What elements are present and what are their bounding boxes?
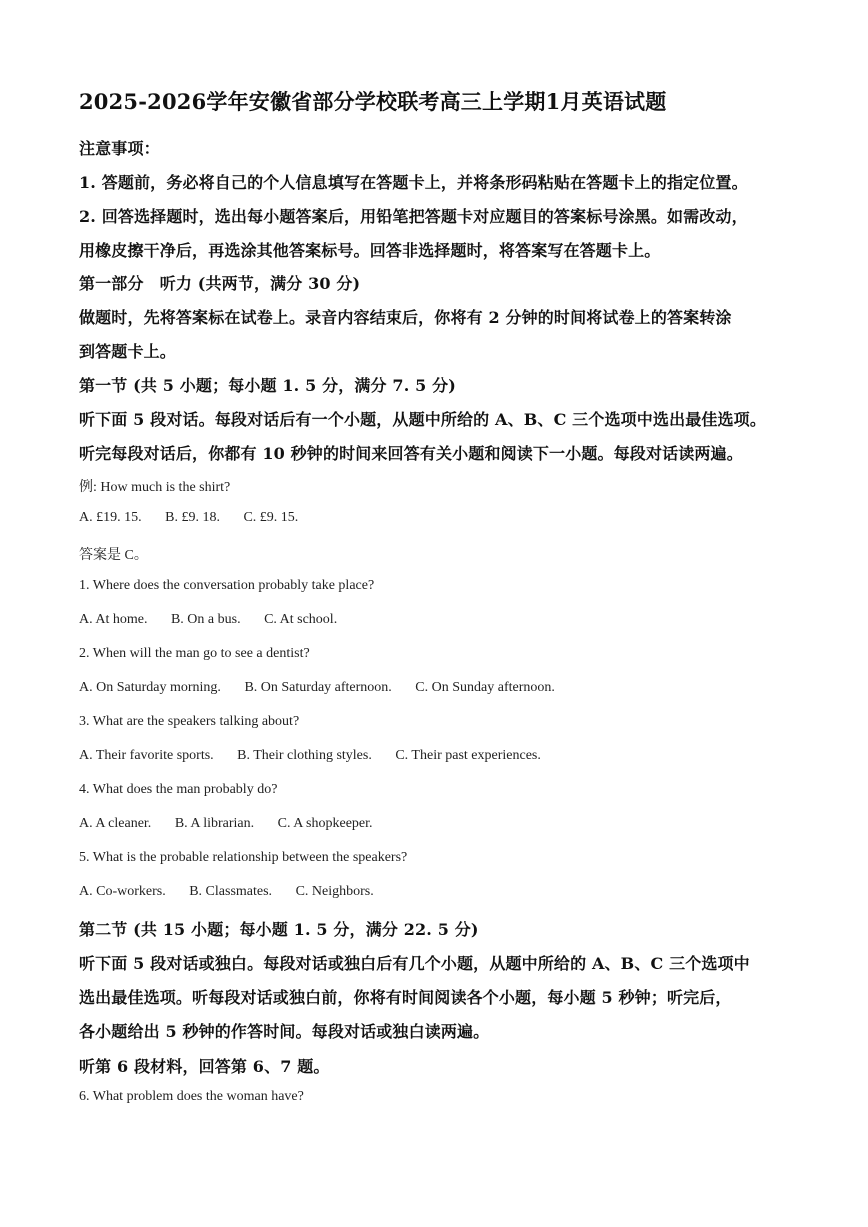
section2-instruction-line-3: 各小题给出 5 秒钟的作答时间。每段对话或独白读两遍。 bbox=[79, 1022, 490, 1041]
question-1-option-a: A. At home. bbox=[79, 612, 148, 627]
question-4-option-a: A. A cleaner. bbox=[79, 816, 152, 831]
part1-instruction-line-1: 做题时，先将答案标在试卷上。录音内容结束后，你将有 2 分钟的时间将试卷上的答案转涂 bbox=[79, 308, 732, 327]
section2-instruction-line-1: 听下面 5 段对话或独白。每段对话或独白后有几个小题，从题中所给的 A、B、C 三个选项中 bbox=[79, 954, 750, 973]
material-6-heading: 听第 6 段材料，回答第 6、7 题。 bbox=[79, 1057, 330, 1076]
section1-instruction-line-2: 听完每段对话后，你都有 10 秒钟的时间来回答有关小题和阅读下一小题。每段对话读两遍。 bbox=[79, 444, 743, 463]
question-5: 5. What is the probable relationship between the speakers? bbox=[79, 850, 408, 865]
question-4-option-b: B. A librarian. bbox=[174, 816, 255, 831]
example-option-c: C. £9. 15. bbox=[243, 510, 299, 525]
part1-instruction-line-2: 到答题卡上。 bbox=[79, 342, 176, 361]
question-6: 6. What problem does the woman have? bbox=[79, 1089, 304, 1104]
example-question: 例: How much is the shirt? bbox=[79, 480, 231, 495]
section1-heading: 第一节 (共 5 小题；每小题 1. 5 分，满分 7. 5 分) bbox=[79, 376, 457, 395]
question-2-options bbox=[79, 680, 575, 696]
notes-heading: 注意事项： bbox=[79, 139, 160, 158]
question-1-options bbox=[79, 612, 357, 628]
notes-item-2-line-1: 2. 回答选择题时，选出每小题答案后，用铅笔把答题卡对应题目的答案标号涂黑。如需改动， bbox=[79, 207, 748, 226]
question-5-options bbox=[79, 884, 394, 900]
question-1: 1. Where does the conversation probably take place? bbox=[79, 578, 375, 593]
question-4-option-c: C. A shopkeeper. bbox=[277, 816, 373, 831]
section2-instruction-line-2: 选出最佳选项。听每段对话或独白前，你将有时间阅读各个小题，每小题 5 秒钟；听完后， bbox=[79, 988, 732, 1007]
question-5-option-c: C. Neighbors. bbox=[295, 884, 374, 899]
example-answer: 答案是 C。 bbox=[79, 548, 148, 563]
page-title: 2025-2026学年安徽省部分学校联考高三上学期1月英语试题 bbox=[79, 89, 667, 114]
question-3-options bbox=[79, 748, 561, 764]
question-3-option-c: C. Their past experiences. bbox=[395, 748, 541, 763]
example-option-a: A. £19. 15. bbox=[79, 510, 142, 525]
question-2-option-a: A. On Saturday morning. bbox=[79, 680, 221, 695]
section1-instruction-line-1: 听下面 5 段对话。每段对话后有一个小题，从题中所给的 A、B、C 三个选项中选出最佳选项。 bbox=[79, 410, 766, 429]
question-3: 3. What are the speakers talking about? bbox=[79, 714, 300, 729]
question-3-option-b: B. Their clothing styles. bbox=[237, 748, 372, 763]
question-4-options bbox=[79, 816, 393, 832]
question-4: 4. What does the man probably do? bbox=[79, 782, 278, 797]
question-5-option-b: B. Classmates. bbox=[189, 884, 273, 899]
notes-item-1: 1. 答题前，务必将自己的个人信息填写在答题卡上，并将条形码粘贴在答题卡上的指定位置。 bbox=[79, 173, 748, 192]
question-2: 2. When will the man go to see a dentist? bbox=[79, 646, 310, 661]
part1-heading: 第一部分 听力 (共两节，满分 30 分) bbox=[79, 274, 361, 293]
question-1-option-c: C. At school. bbox=[264, 612, 338, 627]
question-2-option-b: B. On Saturday afternoon. bbox=[244, 680, 392, 695]
question-3-option-a: A. Their favorite sports. bbox=[79, 748, 214, 763]
example-options bbox=[79, 510, 318, 526]
example-option-b: B. £9. 18. bbox=[165, 510, 220, 525]
question-5-option-a: A. Co-workers. bbox=[79, 884, 166, 899]
question-1-option-b: B. On a bus. bbox=[170, 612, 241, 627]
question-2-option-c: C. On Sunday afternoon. bbox=[415, 680, 555, 695]
section2-heading: 第二节 (共 15 小题；每小题 1. 5 分，满分 22. 5 分) bbox=[79, 920, 479, 939]
notes-item-2-line-2: 用橡皮擦干净后，再选涂其他答案标号。回答非选择题时，将答案写在答题卡上。 bbox=[79, 241, 661, 260]
